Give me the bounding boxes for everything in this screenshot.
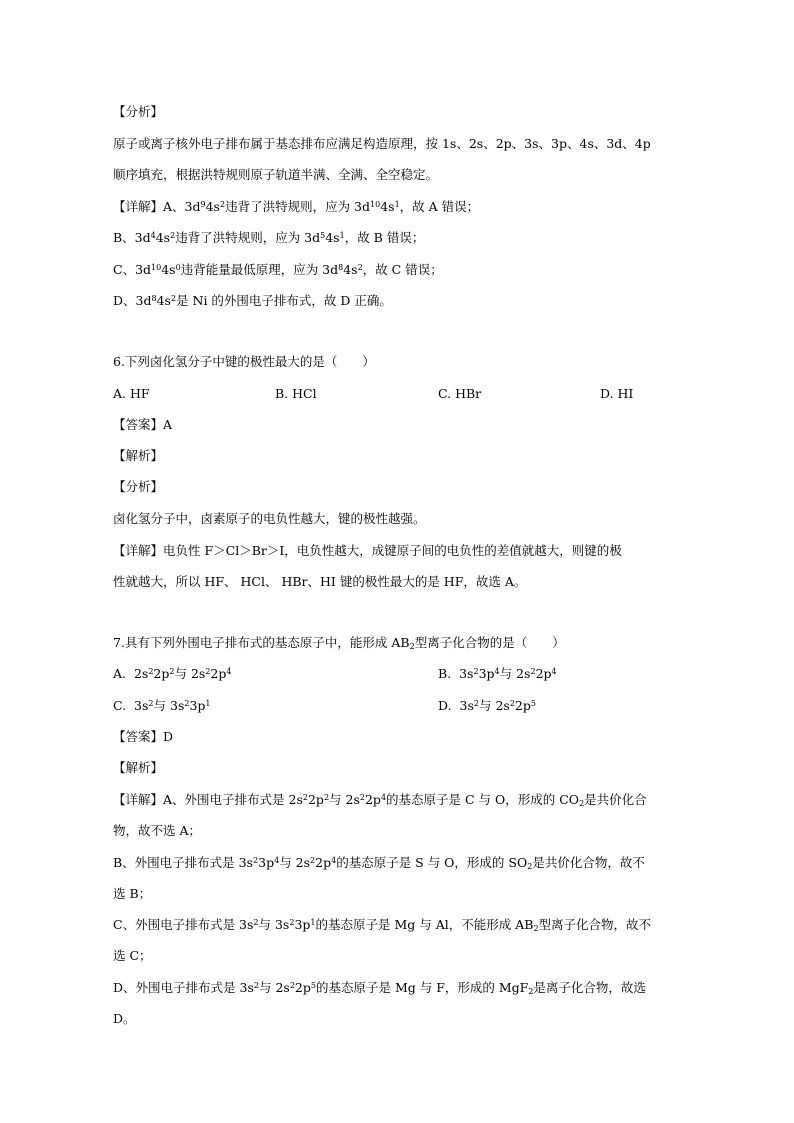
question-7-detail-a-line-1: 【详解】A、外围电子排布式是 $2s^22p^2$与 $2s^22p^4$的基态原子是 C 与 O，形成的 $CO_2$是共价化合 [113, 792, 647, 808]
question-7-option-a: A. $2s^22p^2$与 $2s^22p^4$ [113, 666, 232, 681]
analysis-heading: 【分析】 [113, 104, 164, 119]
question-7-option-d: D. $3s^2$与 $2s^22p^5$ [438, 698, 536, 713]
analysis-line-2: 顺序填充，根据洪特规则原子轨道半满、全满、全空稳定。 [113, 167, 439, 182]
analysis-line-1: 原子或离子核外电子排布属于基态排布应满足构造原理，按 1s、2s、2p、3s、3p、4s、3d、4p [113, 136, 651, 151]
question-6-answer: 【答案】A [113, 417, 173, 432]
question-7-detail-a-line-2: 物，故不选 A； [113, 823, 202, 838]
question-6-option-c: C. HBr [438, 386, 482, 401]
question-7-stem: 7.具有下列外围电子排布式的基态原子中，能形成 $AB_2$型离子化合物的是（ ） [113, 635, 565, 651]
question-6-detail-line-1: 【详解】电负性 F＞Cl＞Br＞I，电负性越大，成键原子间的电负性的差值就越大，则键的极 [113, 543, 622, 558]
question-7-detail-c-line-2: 选 C； [113, 948, 152, 963]
question-7-detail-c-line-1: C、外围电子排布式是 $3s^2$与 $3s^23p^1$的基态原子是 Mg 与 Al，不能形成 $AB_2$型离子化合物，故不 [113, 917, 652, 933]
question-6-stem: 6.下列卤化氢分子中键的极性最大的是（ ） [113, 354, 375, 369]
question-6-analysis-heading: 【分析】 [113, 479, 164, 494]
question-6-analysis: 卤化氢分子中，卤素原子的电负性越大，键的极性越强。 [113, 511, 426, 526]
detail-option-a: 【详解】A、$3d^94s^2$违背了洪特规则，应为 $3d^{10}4s^1$，故 A 错误； [113, 199, 480, 214]
question-7-explanation-heading: 【解析】 [113, 760, 164, 775]
question-7-detail-d-line-2: D。 [113, 1011, 136, 1026]
question-7-detail-b-line-2: 选 B； [113, 886, 152, 901]
question-6-explanation-heading: 【解析】 [113, 448, 164, 463]
question-6-option-d: D. HI [600, 386, 634, 401]
question-6-option-a: A. HF [113, 386, 150, 401]
detail-option-c: C、$3d^{10}4s^0$违背能量最低原理，应为 $3d^84s^2$，故 C 错误； [113, 262, 443, 277]
question-6-option-b: B. HCl [275, 386, 317, 401]
question-7-option-c: C. $3s^2$与 $3s^23p^1$ [113, 698, 211, 713]
question-6-detail-line-2: 性就越大，所以 HF、 HCl、 HBr、HI 键的极性最大的是 HF，故选 A。 [113, 574, 527, 589]
detail-option-d: D、$3d^84s^2$是 Ni 的外围电子排布式，故 D 正确。 [113, 293, 392, 308]
question-7-answer: 【答案】D [113, 729, 174, 744]
question-7-option-b: B. $3s^23p^4$与 $2s^22p^4$ [438, 666, 557, 681]
question-7-detail-d-line-1: D、外围电子排布式是 $3s^2$与 $2s^22p^5$的基态原子是 Mg 与 F，形成的 MgF$_2$是离子化合物，故选 [113, 980, 646, 996]
detail-option-b: B、$3d^44s^2$违背了洪特规则，应为 $3d^54s^1$，故 B 错误； [113, 230, 425, 245]
question-7-detail-b-line-1: B、外围电子排布式是 $3s^23p^4$与 $2s^22p^4$的基态原子是 S 与 O，形成的 $SO_2$是共价化合物，故不 [113, 855, 645, 871]
